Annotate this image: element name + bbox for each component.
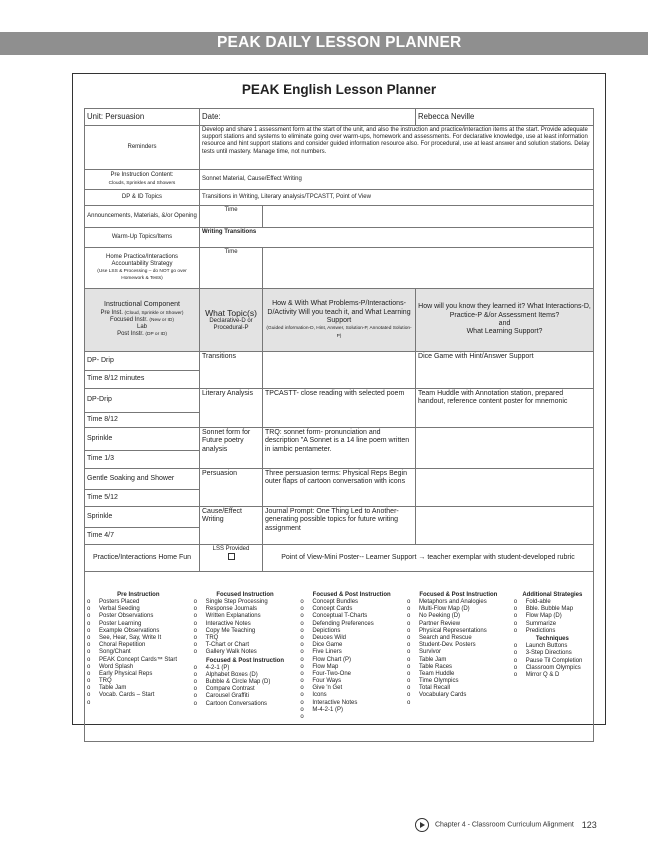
strategy-item: o Pause Til Completion [514, 658, 591, 665]
header-component-title: Instructional Component [104, 301, 180, 309]
lesson-time: Time 8/12 minutes [85, 371, 200, 389]
strategy-item: o Poster Observations [87, 613, 190, 620]
strategy-item: o Interactive Notes [300, 700, 403, 707]
home-practice-time-label: Time [200, 248, 263, 289]
pre-instruction-row [85, 170, 594, 190]
strategy-item: o Poster Learning [87, 621, 190, 628]
pre-instruction-value: Sonnet Material, Cause/Effect Writing [200, 170, 594, 190]
dp-id-row [85, 190, 594, 206]
strategy-column [298, 591, 405, 722]
strategy-item: o Vocabulary Cards [407, 692, 510, 699]
strategy-item: o Student-Dev. Posters [407, 642, 510, 649]
strategy-subheading: Focused & Post Instruction [206, 657, 285, 664]
strategy-item [300, 714, 403, 721]
strategy-item: o Survivor [407, 649, 510, 656]
planner-table [84, 108, 594, 742]
header-component-post: Post Instr. [117, 331, 144, 338]
strategy-item: o Defending Preferences [300, 621, 403, 628]
strategy-item: o Summarize [514, 621, 591, 628]
strategy-column [192, 591, 299, 722]
date-cell: Date: [200, 109, 416, 126]
header-component-lab: Lab [136, 324, 147, 331]
strategy-item: o 3-Step Directions [514, 650, 591, 657]
strategy-item: o Choral Repetition [87, 642, 190, 649]
header-component-post-sub: (DP or ID) [145, 332, 167, 338]
lesson-know: Team Huddle with Annotation station, prepared handout, reference content poster for mnemonic [416, 389, 594, 428]
strategy-item: o Multi-Flow Map (D) [407, 606, 510, 613]
warmup-label: Warm-Up Topics/Items [85, 228, 200, 248]
header-component-focused: Focused Instr. [110, 317, 148, 323]
strategy-item: o Example Observations [87, 628, 190, 635]
header-how-with-sub: (Guided information-D, Hint, Answer, Solution-P, Annotated Solution-P) [266, 326, 412, 339]
strategy-item: o Total Recall [407, 685, 510, 692]
pre-instruction-label: Pre Instruction Content: [110, 172, 174, 179]
strategy-item: o Conceptual T-Charts [300, 613, 403, 620]
strategy-item: o Posters Placed [87, 599, 190, 606]
lesson-time: Time 1/3 [85, 451, 200, 469]
strategy-item: o Launch Buttons [514, 643, 591, 650]
strategy-item: o Table Jam [407, 657, 510, 664]
footer-chapter-text: Chapter 4 - Classroom Curriculum Alignment [434, 821, 574, 829]
lesson-row [85, 469, 594, 490]
lesson-component: Sprinkle [85, 428, 200, 451]
strategy-item: o Icons [300, 692, 403, 699]
strategy-item: o Team Huddle [407, 671, 510, 678]
strategy-heading: Focused Instruction [216, 591, 274, 598]
home-practice-value [263, 248, 594, 289]
header-what-topic-sub: Declarative-D or Procedural-P [209, 318, 253, 332]
strategy-item: o Copy Me Teaching [194, 628, 297, 635]
strategy-item: o Word Splash [87, 664, 190, 671]
strategy-item: o Four Ways [300, 678, 403, 685]
strategy-item: o Cartoon Conversations [194, 701, 297, 708]
strategies-cell [85, 572, 594, 742]
home-practice-row [85, 248, 594, 289]
lesson-know: Dice Game with Hint/Answer Support [416, 352, 594, 389]
lesson-row [85, 352, 594, 371]
lesson-component: Gentle Soaking and Shower [85, 469, 200, 490]
strategy-item: o Fold-able [514, 599, 591, 606]
lesson-time: Time 5/12 [85, 490, 200, 507]
header-what-topic [200, 289, 263, 352]
header-what-topic-title: What Topic(s) [205, 307, 257, 318]
strategy-item: o Song/Chant [87, 649, 190, 656]
strategy-heading: Pre Instruction [117, 591, 160, 598]
lesson-topic: Cause/Effect Writing [200, 507, 263, 545]
strategy-item: o Time Olympics [407, 678, 510, 685]
strategy-item: o Compare Contrast [194, 686, 297, 693]
header-instructional-component [85, 289, 200, 352]
strategy-item: o Carousel Graffiti [194, 693, 297, 700]
reminders-text: Develop and share 1 assessment form at the start of the unit, and also the instruction and practice/interaction items at the start. Provide adequate support stations and systems to eliminate going over warm-ups, homework and assessments. For declarative knowledge, use at least information resource and hint support stations and consider guided information resource also. For procedural, use at least answer and solution stations. Delay tests until mastery. Manage time, not numbers. [200, 126, 594, 170]
strategy-item: o Physical Representations [407, 628, 510, 635]
lesson-know [416, 507, 594, 545]
announcements-value [263, 206, 594, 228]
lesson-component: DP- Drip [85, 352, 200, 371]
strategy-item: o Written Explanations [194, 613, 297, 620]
strategy-item [87, 700, 190, 707]
strategy-item: o TRQ [87, 678, 190, 685]
lesson-know [416, 469, 594, 507]
strategy-item: o Classroom Olympics [514, 665, 591, 672]
home-practice-sub: (Use LSS & Processing – do NOT go over Homework & Tests) [97, 269, 187, 282]
lss-provided-cell [200, 545, 263, 572]
strategy-heading: Focused & Post Instruction [312, 591, 391, 598]
strategy-item: o Response Journals [194, 606, 297, 613]
home-fun-label: Practice/Interactions Home Fun [85, 545, 200, 572]
dp-id-label: DP & ID Topics [85, 190, 200, 206]
teacher-cell: Rebecca Neville [416, 109, 594, 126]
strategies-table [85, 591, 593, 722]
strategy-item: o Gallery Walk Notes [194, 649, 297, 656]
home-fun-value: Point of View-Mini Poster-- Learner Support → teacher exemplar with student-developed rubric [263, 545, 594, 572]
strategy-item: o Metaphors and Analogies [407, 599, 510, 606]
strategies-row [85, 572, 594, 742]
strategy-item: o Bubble & Circle Map (D) [194, 679, 297, 686]
lesson-row [85, 389, 594, 413]
lesson-how: Journal Prompt: One Thing Led to Another- generating possible topics for future writing assignment [263, 507, 416, 545]
strategy-item: o Table Jam [87, 685, 190, 692]
strategy-item: o Flow Map (D) [514, 613, 591, 620]
lss-checkbox[interactable] [228, 553, 235, 560]
lesson-how [263, 352, 416, 389]
home-fun-row [85, 545, 594, 572]
pre-instruction-label-cell [85, 170, 200, 190]
strategy-column [512, 591, 593, 722]
reminders-row [85, 126, 594, 170]
lesson-planner-sheet [72, 73, 606, 725]
strategy-item: o Alphabet Boxes (D) [194, 672, 297, 679]
home-practice-label: Home Practice/Interactions Accountability Strategy [105, 253, 179, 267]
header-how-know-support: What Learning Support? [466, 328, 543, 336]
strategy-item: o Mirror Q & D [514, 672, 591, 679]
lesson-how: Three persuasion terms: Physical Reps Begin outer flaps of cartoon conversation with icons [263, 469, 416, 507]
strategy-item: o Early Physical Reps [87, 671, 190, 678]
banner-title: PEAK DAILY LESSON PLANNER [217, 34, 462, 51]
header-component-pre-sub: (Cloud, Sprinkle or Shower) [124, 310, 184, 316]
lesson-how: TPCASTT- close reading with selected poem [263, 389, 416, 428]
strategy-item: o Deuces Wild [300, 635, 403, 642]
lesson-how: TRQ: sonnet form- pronunciation and description "A Sonnet is a 14 line poem written in iambic pentameter. [263, 428, 416, 469]
strategy-item: o No Peeking (D) [407, 613, 510, 620]
strategy-column [405, 591, 512, 722]
page-number: 123 [581, 820, 597, 830]
announcements-label: Announcements, Materials, &/or Opening [85, 206, 200, 228]
strategy-item: o Dice Game [300, 642, 403, 649]
announcements-time-label: Time [200, 206, 263, 228]
strategy-item: o Bble. Bubble Map [514, 606, 591, 613]
lesson-topic: Literary Analysis [200, 389, 263, 428]
strategy-heading: Focused & Post Instruction [419, 591, 498, 598]
unit-cell: Unit: Persuasion [85, 109, 200, 126]
planner-title: PEAK English Lesson Planner [241, 82, 437, 97]
lesson-row [85, 507, 594, 528]
lesson-topic: Persuasion [200, 469, 263, 507]
info-row [85, 109, 594, 126]
strategy-column [85, 591, 192, 722]
strategy-item: o Interactive Notes [194, 621, 297, 628]
strategy-item: o Flow Map [300, 664, 403, 671]
strategy-item: o Verbal Seeding [87, 606, 190, 613]
lesson-time: Time 4/7 [85, 528, 200, 545]
lesson-time: Time 8/12 [85, 413, 200, 428]
reminders-label: Reminders [85, 126, 200, 170]
strategy-item: o PEAK Concept Cards™ Start [87, 657, 190, 664]
strategy-item: o Partner Review [407, 621, 510, 628]
lesson-component: Sprinkle [85, 507, 200, 528]
header-how-know-title: How will you know they learned it? What Interactions-D, Practice-P &/or Assessment Items? [418, 303, 591, 319]
strategy-item: o Concept Bundles [300, 599, 403, 606]
strategy-item: o Search and Rescue [407, 635, 510, 642]
strategy-item: o Predictions [514, 628, 591, 635]
strategy-item [407, 700, 510, 707]
play-circle-icon [415, 818, 429, 832]
strategy-item: o Concept Cards [300, 606, 403, 613]
strategy-item: o Four-Two-One [300, 671, 403, 678]
strategy-item: o 4-2-1 (P) [194, 665, 297, 672]
column-header-row [85, 289, 594, 352]
lesson-topic: Transitions [200, 352, 263, 389]
strategy-item: o Flow Chart (P) [300, 657, 403, 664]
page-footer [415, 818, 597, 832]
strategy-item: o Give 'n Get [300, 685, 403, 692]
header-how-with [263, 289, 416, 352]
home-practice-label-cell [85, 248, 200, 289]
warmup-value: Writing Transitions [200, 228, 594, 248]
strategy-item: o Vocab. Cards – Start [87, 692, 190, 699]
strategy-item: o TRQ [194, 635, 297, 642]
header-how-know [416, 289, 594, 352]
strategy-heading: Additional Strategies [522, 591, 583, 598]
strategy-item: o Five Liners [300, 649, 403, 656]
pre-instruction-sub: Clouds, Sprinkles and Showers [108, 180, 176, 186]
dp-id-value: Transitions in Writing, Literary analysis/TPCASTT, Point of View [200, 190, 594, 206]
header-component-focused-sub: (New or ID) [149, 318, 174, 323]
strategy-item: o M-4-2-1 (P) [300, 707, 403, 714]
warmup-row [85, 228, 594, 248]
strategy-item: o Single Step Processing [194, 599, 297, 606]
lesson-row [85, 428, 594, 451]
strategy-subheading: Techniques [535, 635, 569, 642]
header-component-pre: Pre Inst. [100, 309, 123, 316]
lss-provided-label: LSS Provided [212, 546, 250, 552]
strategy-item: o T-Chart or Chart [194, 642, 297, 649]
header-how-with-title: How & With What Problems-P/Interactions-D/Activity Will you teach it, and What Learning Support [267, 300, 411, 324]
strategy-item: o Depictions [300, 628, 403, 635]
lesson-component: DP-Drip [85, 389, 200, 413]
strategy-item: o Table Races [407, 664, 510, 671]
lesson-know [416, 428, 594, 469]
header-how-know-and: and [498, 320, 511, 327]
strategy-item: o See, Hear, Say, Write It [87, 635, 190, 642]
announcements-row [85, 206, 594, 228]
lesson-topic: Sonnet form for Future poetry analysis [200, 428, 263, 469]
